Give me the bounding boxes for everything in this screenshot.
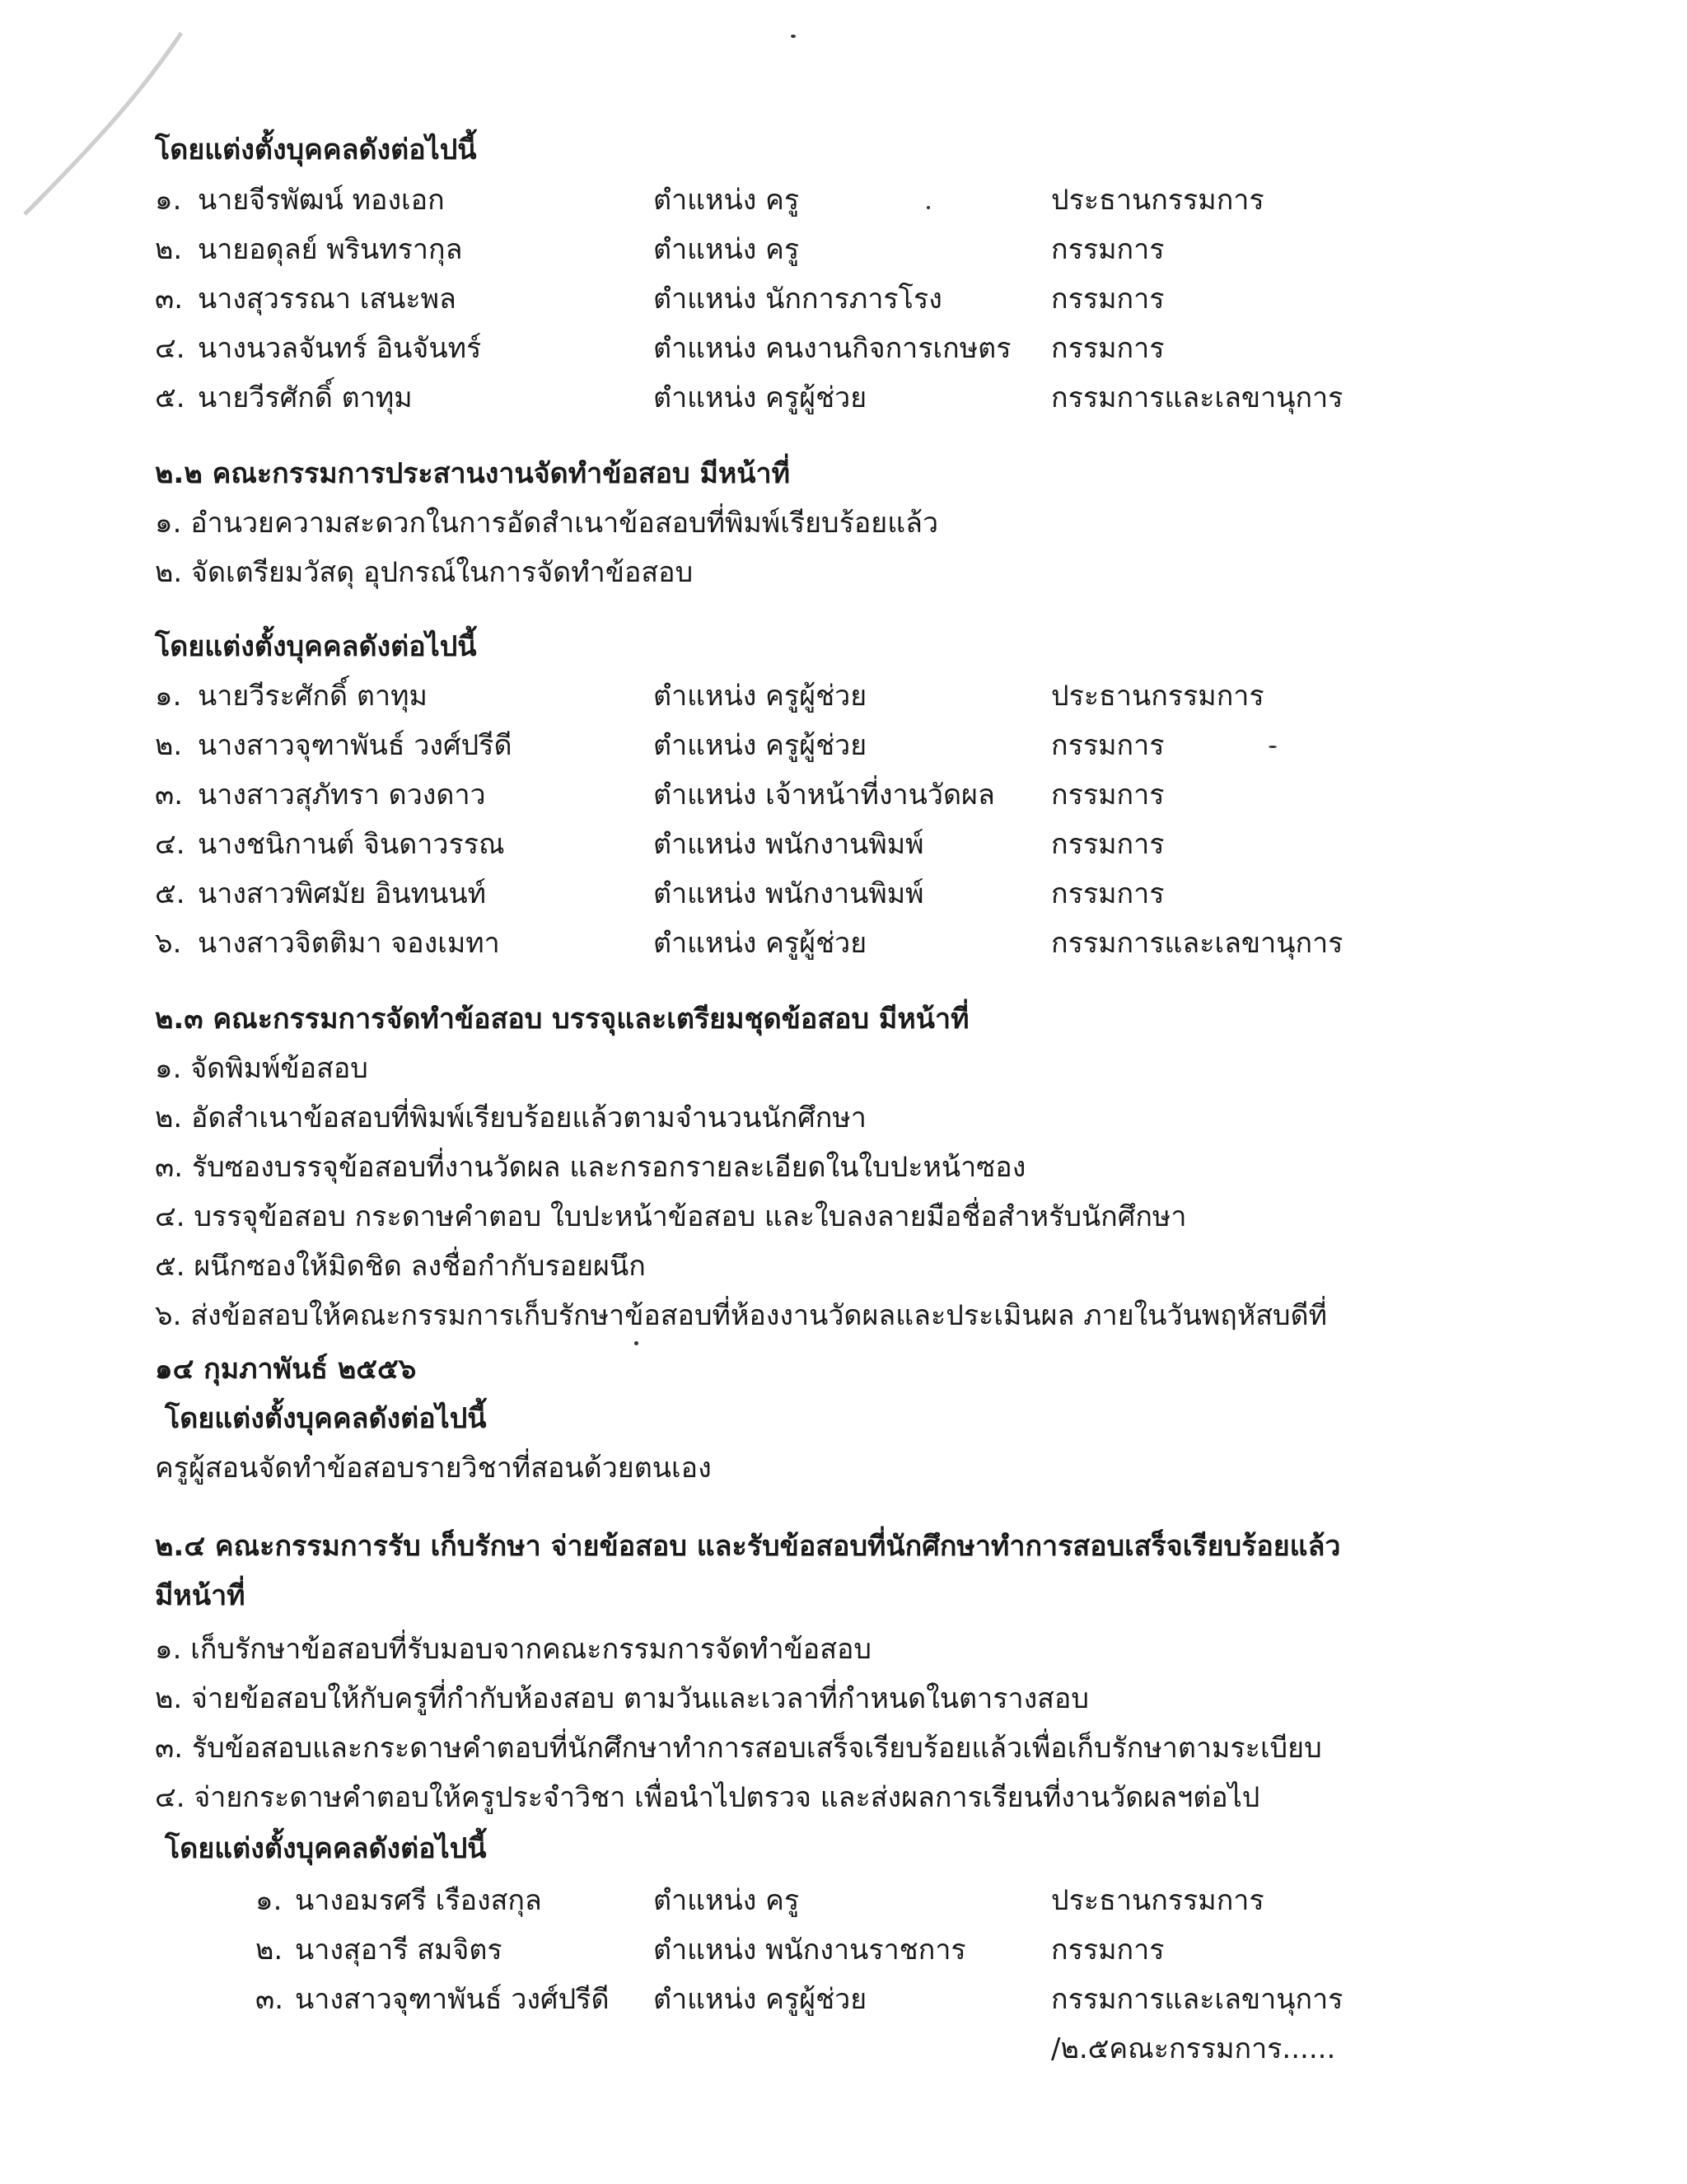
- scan-speck: [791, 35, 796, 38]
- member-name: นางอมรศรี เรืองสกุล: [295, 1884, 542, 1917]
- member-num: ๒.: [255, 1934, 283, 1967]
- member-role: กรรมการ: [1051, 729, 1165, 762]
- duty-item: ๓. รับซองบรรจุข้อสอบที่งานวัดผล และกรอกรายละเอียดในใบปะหน้าซอง: [155, 1151, 1026, 1184]
- member-name: นางสาวจุฑาพันธ์ วงศ์ปรีดี: [198, 729, 512, 762]
- member-position: ตำแหน่ง ครูผู้ช่วย: [653, 381, 867, 414]
- member-role: ประธานกรรมการ: [1051, 1884, 1264, 1917]
- member-position: ตำแหน่ง ครู: [653, 184, 800, 217]
- duty-item: ๔. บรรจุข้อสอบ กระดาษคำตอบ ใบปะหน้าข้อสอบ และใบลงลายมือชื่อสำหรับนักศึกษา: [155, 1200, 1187, 1233]
- member-name: นายอดุลย์ พรินทรากุล: [198, 233, 463, 266]
- member-role: กรรมการ: [1051, 332, 1165, 365]
- duty-item: ๔. จ่ายกระดาษคำตอบให้ครูประจำวิชา เพื่อนำไปตรวจ และส่งผลการเรียนที่งานวัดผลฯต่อไป: [155, 1781, 1260, 1814]
- duty-item: ๓. รับข้อสอบและกระดาษคำตอบที่นักศึกษาทำการสอบเสร็จเรียบร้อยแล้วเพื่อเก็บรักษาตามระเบียบ: [155, 1732, 1322, 1765]
- member-position: ตำแหน่ง ครูผู้ช่วย: [653, 927, 867, 960]
- member-name: นางสาวจิตติมา จองเมทา: [198, 927, 500, 960]
- member-num: ๕.: [155, 877, 185, 910]
- member-role: กรรมการ: [1051, 233, 1165, 266]
- member-num: ๕.: [155, 381, 185, 414]
- member-num: ๔.: [155, 332, 185, 365]
- duty-item: ๑. เก็บรักษาข้อสอบที่รับมอบจากคณะกรรมการจัดทำข้อสอบ: [155, 1633, 872, 1666]
- duty-item: ๕. ผนึกซองให้มิดชิด ลงชื่อกำกับรอยผนึก: [155, 1250, 646, 1283]
- section1-heading: โดยแต่งตั้งบุคคลดังต่อไปนี้: [155, 133, 477, 166]
- section22-heading: ๒.๒ คณะกรรมการประสานงานจัดทำข้อสอบ มีหน้าที่: [155, 457, 791, 490]
- section23-heading: ๒.๓ คณะกรรมการจัดทำข้อสอบ บรรจุและเตรียมชุดข้อสอบ มีหน้าที่: [155, 1003, 970, 1036]
- member-num: ๓.: [255, 1983, 284, 2016]
- member-role: กรรมการ: [1051, 828, 1165, 861]
- member-num: ๑.: [255, 1884, 283, 1917]
- member-role: กรรมการ: [1051, 1934, 1165, 1967]
- member-position: ตำแหน่ง พนักงานพิมพ์: [653, 877, 924, 910]
- member-num: ๒.: [155, 233, 183, 266]
- member-num: ๓.: [155, 779, 184, 811]
- member-num: ๒.: [155, 729, 183, 762]
- scan-speck: [634, 1341, 638, 1345]
- member-position: ตำแหน่ง ครู: [653, 1884, 800, 1917]
- member-name: นางสุอารี สมจิตร: [295, 1934, 502, 1967]
- member-role: กรรมการและเลขานุการ: [1051, 1983, 1344, 2016]
- member-role: ประธานกรรมการ: [1051, 680, 1264, 713]
- exam-date: ๑๔ กุมภาพันธ์ ๒๕๕๖: [155, 1353, 417, 1386]
- member-role: กรรมการและเลขานุการ: [1051, 927, 1344, 960]
- section22-appoint-heading: โดยแต่งตั้งบุคคลดังต่อไปนี้: [155, 630, 477, 663]
- duty-item: ๒. จ่ายข้อสอบให้กับครูที่กำกับห้องสอบ ตามวันและเวลาที่กำหนดในตารางสอบ: [155, 1682, 1089, 1715]
- member-name: นางสุวรรณา เสนะพล: [198, 283, 456, 316]
- member-name: นายวีระศักดิ์ ตาทุม: [198, 680, 428, 713]
- scan-speck: [1269, 746, 1277, 748]
- member-name: นางสาวพิศมัย อินทนนท์: [198, 877, 486, 910]
- member-position: ตำแหน่ง ครูผู้ช่วย: [653, 680, 867, 713]
- member-position: ตำแหน่ง คนงานกิจการเกษตร: [653, 332, 1012, 365]
- duty-item: ๒. อัดสำเนาข้อสอบที่พิมพ์เรียบร้อยแล้วตามจำนวนนักศึกษา: [155, 1101, 867, 1134]
- section23-appoint-heading: โดยแต่งตั้งบุคคลดังต่อไปนี้: [165, 1402, 487, 1435]
- member-position: ตำแหน่ง พนักงานพิมพ์: [653, 828, 924, 861]
- member-role: กรรมการ: [1051, 779, 1165, 811]
- member-name: นางนวลจันทร์ อินจันทร์: [198, 332, 482, 365]
- member-position: ตำแหน่ง พนักงานราชการ: [653, 1934, 966, 1967]
- member-num: ๑.: [155, 184, 182, 217]
- member-role: กรรมการ: [1051, 877, 1165, 910]
- duty-item: ๒. จัดเตรียมวัสดุ อุปกรณ์ในการจัดทำข้อสอบ: [155, 556, 694, 589]
- member-num: ๑.: [155, 680, 182, 713]
- member-name: นางสาวสุภัทรา ดวงดาว: [198, 779, 486, 811]
- member-position: ตำแหน่ง ครูผู้ช่วย: [653, 729, 867, 762]
- member-role: กรรมการ: [1051, 283, 1165, 316]
- duty-item: ๖. ส่งข้อสอบให้คณะกรรมการเก็บรักษาข้อสอบที่ห้องงานวัดผลและประเมินผล ภายในวันพฤหัสบดีที่: [155, 1299, 1328, 1332]
- member-num: ๓.: [155, 283, 184, 316]
- member-position: ตำแหน่ง นักการภารโรง: [653, 283, 942, 316]
- section24-heading: ๒.๔ คณะกรรมการรับ เก็บรักษา จ่ายข้อสอบ และรับข้อสอบที่นักศึกษาทำการสอบเสร็จเรียบร้อยแล้ว: [155, 1530, 1341, 1563]
- member-num: ๔.: [155, 828, 185, 861]
- scan-speck: [927, 206, 930, 209]
- section24-appoint-heading: โดยแต่งตั้งบุคคลดังต่อไปนี้: [165, 1832, 487, 1865]
- member-name: นางชนิกานต์ จินดาวรรณ: [198, 828, 505, 861]
- member-role: กรรมการและเลขานุการ: [1051, 381, 1344, 414]
- member-role: ประธานกรรมการ: [1051, 184, 1264, 217]
- member-name: นางสาวจุฑาพันธ์ วงศ์ปรีดี: [295, 1983, 610, 2016]
- member-position: ตำแหน่ง ครูผู้ช่วย: [653, 1983, 867, 2016]
- member-position: ตำแหน่ง ครู: [653, 233, 800, 266]
- member-position: ตำแหน่ง เจ้าหน้าที่งานวัดผล: [653, 779, 995, 811]
- continuation-note: /๒.๕คณะกรรมการ......: [1051, 2032, 1336, 2065]
- member-name: นายวีรศักดิ์ ตาทุม: [198, 381, 413, 414]
- member-num: ๖.: [155, 927, 182, 960]
- duty-item: ๑. อำนวยความสะดวกในการอัดสำเนาข้อสอบที่พิมพ์เรียบร้อยแล้ว: [155, 507, 939, 540]
- section23-appoint-text: ครูผู้สอนจัดทำข้อสอบรายวิชาที่สอนด้วยตนเอง: [155, 1452, 712, 1485]
- section24-heading-cont: มีหน้าที่: [155, 1579, 245, 1612]
- duty-item: ๑. จัดพิมพ์ข้อสอบ: [155, 1052, 368, 1085]
- member-name: นายจีรพัฒน์ ทองเอก: [198, 184, 445, 217]
